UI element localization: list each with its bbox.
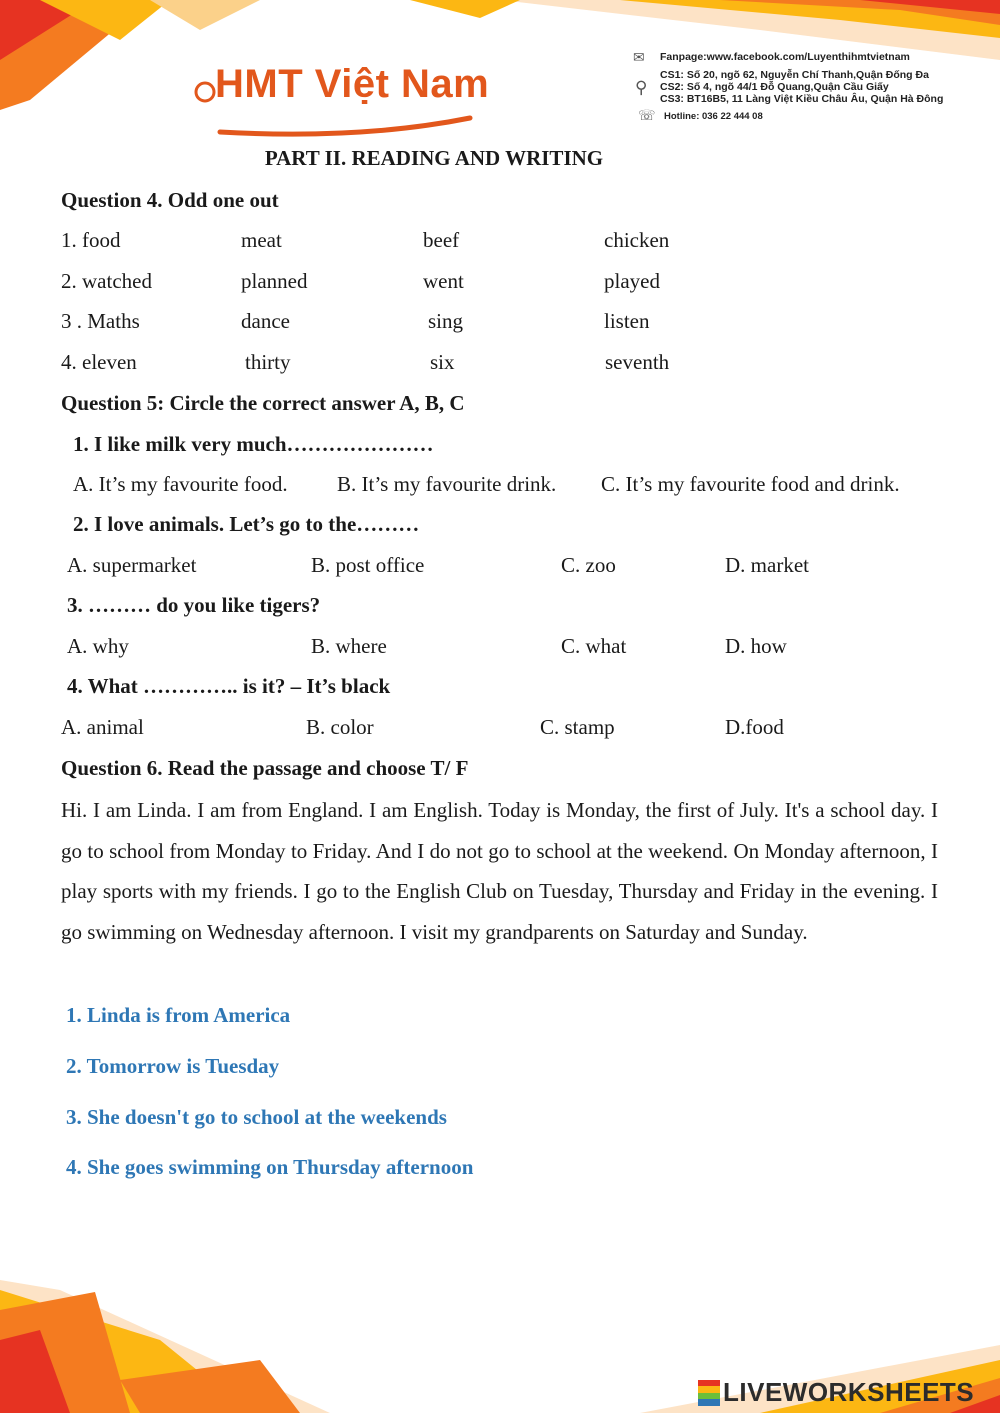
- q4-row1-c3: beef: [423, 228, 460, 252]
- location-pin-icon: ⚲: [635, 78, 648, 97]
- cs1-line: CS1: Số 20, ngõ 62, Nguyễn Chí Thanh,Quận Đống Đa: [660, 69, 929, 81]
- q5-heading: Question 5: Circle the correct answer A, B, C: [61, 391, 465, 415]
- brand-text: LIVEWORKSHEETS: [723, 1377, 975, 1407]
- q5-item4-option-b[interactable]: B. color: [306, 715, 374, 739]
- q4-row3-c2: dance: [241, 309, 290, 333]
- part-title: PART II. READING AND WRITING: [264, 146, 604, 170]
- q4-row1-c4: chicken: [604, 228, 670, 252]
- q5-item1-option-c[interactable]: C. It’s my favourite food and drink.: [601, 472, 900, 496]
- phone-icon: ☏: [638, 107, 656, 123]
- tf-statement-4[interactable]: 4. She goes swimming on Thursday afternoon: [66, 1155, 474, 1179]
- q4-row2-c3: went: [423, 269, 464, 293]
- q5-item3-option-a[interactable]: A. why: [67, 634, 129, 658]
- q5-item2-option-c[interactable]: C. zoo: [561, 553, 616, 577]
- q4-row4-c4: seventh: [605, 350, 670, 374]
- q4-row1-c2: meat: [241, 228, 282, 252]
- q5-item3-option-c[interactable]: C. what: [561, 634, 627, 658]
- cs3-line: CS3: BT16B5, 11 Làng Việt Kiều Châu Âu, Quận Hà Đông: [660, 93, 944, 105]
- fanpage-line: Fanpage:www.facebook.com/Luyenthihmtvietnam: [660, 51, 910, 63]
- q5-item1-option-a[interactable]: A. It’s my favourite food.: [73, 472, 288, 496]
- q4-row2-c1: 2. watched: [61, 269, 152, 293]
- q4-row4-c1: 4. eleven: [61, 350, 137, 374]
- q5-item2-option-d[interactable]: D. market: [725, 553, 809, 577]
- reading-passage: Hi. I am Linda. I am from England. I am English. Today is Monday, the first of July. It's a school day. I go to school from Monday to Friday. And I do not go to school at the weekend. On Monday afternoon, I play sports with my friends. I go to the English Club on Tuesday, Thursday and Friday in the evening. I go swimming on Wednesday afternoon. I visit my grandparents on Saturday and Sunday.: [61, 798, 938, 944]
- q5-item1-stem: 1. I like milk very much…………………: [73, 432, 434, 456]
- q4-row1-c1: 1. food: [61, 228, 121, 252]
- q5-item3-option-b[interactable]: B. where: [311, 634, 387, 658]
- q5-item4-option-c[interactable]: C. stamp: [540, 715, 615, 739]
- q4-row3-c3: sing: [428, 309, 464, 333]
- q6-heading: Question 6. Read the passage and choose T/ F: [61, 756, 469, 780]
- q5-item4-option-a[interactable]: A. animal: [61, 715, 144, 739]
- q5-item2-option-a[interactable]: A. supermarket: [67, 553, 197, 577]
- q4-row2-c2: planned: [241, 269, 308, 293]
- q5-item3-stem: 3. ……… do you like tigers?: [67, 593, 321, 617]
- q5-item4-option-d[interactable]: D.food: [725, 715, 784, 739]
- q5-item1-option-b[interactable]: B. It’s my favourite drink.: [337, 472, 557, 496]
- q5-item3-option-d[interactable]: D. how: [725, 634, 787, 658]
- logo: HMT Việt Nam: [215, 62, 490, 106]
- mail-icon: ✉: [633, 49, 645, 65]
- q4-row3-c1: 3 . Maths: [61, 309, 140, 333]
- q4-heading: Question 4. Odd one out: [61, 188, 279, 212]
- cs2-line: CS2: Số 4, ngõ 44/1 Đỗ Quang,Quận Cầu Giấy: [660, 81, 889, 93]
- q4-row4-c2: thirty: [245, 350, 291, 374]
- q5-item2-option-b[interactable]: B. post office: [311, 553, 425, 577]
- liveworksheets-brand: [698, 1377, 974, 1408]
- q4-row3-c4: listen: [604, 309, 650, 333]
- q5-item4-stem: 4. What ………….. is it? – It’s black: [67, 674, 391, 698]
- tf-statement-1[interactable]: 1. Linda is from America: [66, 1003, 291, 1027]
- hotline-line: Hotline: 036 22 444 08: [664, 111, 763, 122]
- live-logo-icon: [698, 1380, 720, 1406]
- tf-statement-3[interactable]: 3. She doesn't go to school at the weekends: [66, 1105, 447, 1129]
- q4-row2-c4: played: [604, 269, 660, 293]
- q4-row4-c3: six: [430, 350, 455, 374]
- q5-item2-stem: 2. I love animals. Let’s go to the………: [73, 512, 420, 536]
- tf-statement-2[interactable]: 2. Tomorrow is Tuesday: [66, 1054, 280, 1078]
